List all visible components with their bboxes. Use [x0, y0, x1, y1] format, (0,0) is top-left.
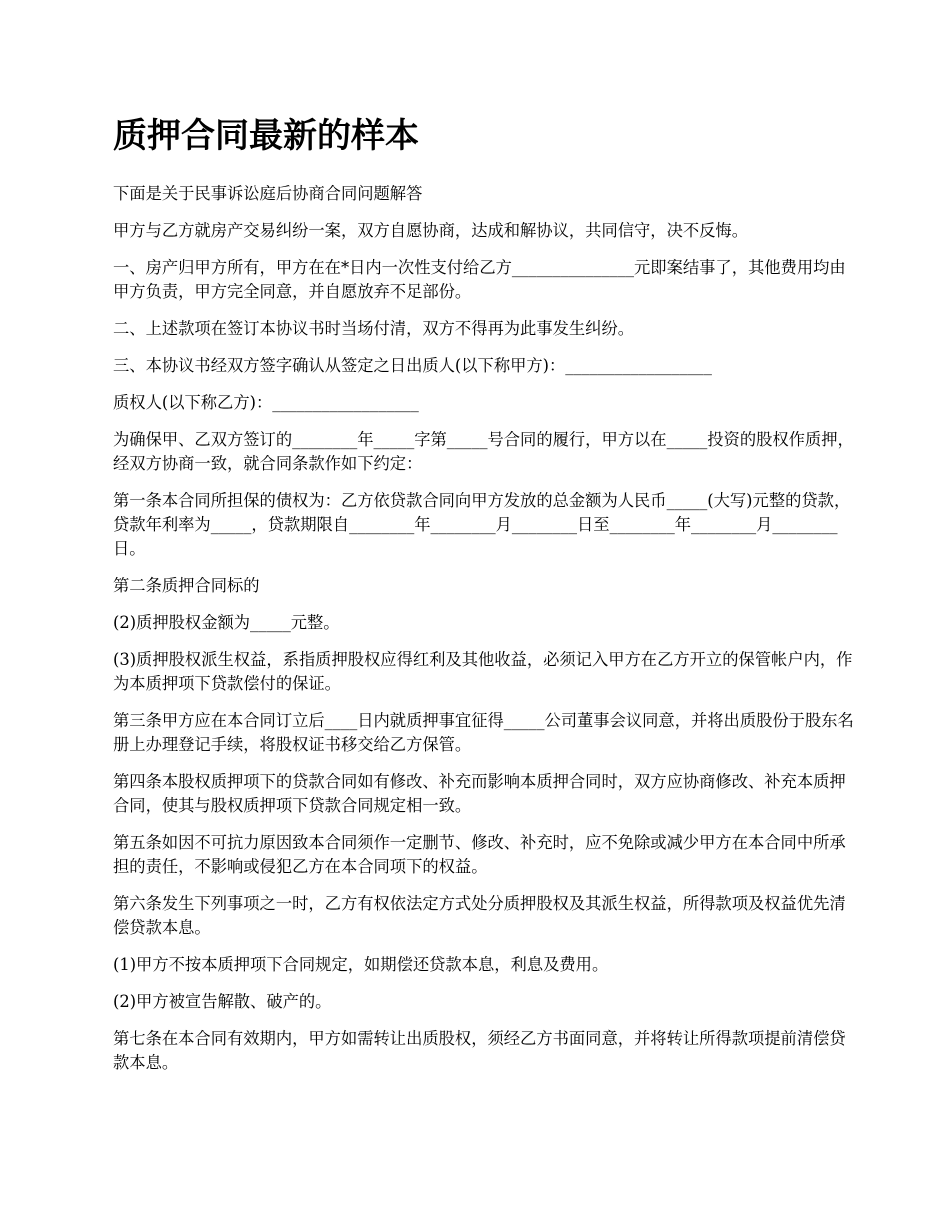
document-title: 质押合同最新的样本	[113, 116, 419, 156]
clause-three-pledgor: 三、本协议书经双方签字确认从签定之日出质人(以下称甲方)：__________________	[113, 356, 712, 375]
clause-two-payment: 二、上述款项在签订本协议书时当场付清，双方不得再为此事发生纠纷。	[113, 319, 635, 338]
article-three: 第三条甲方应在本合同订立后____日内就质押事宜征得_____公司董事会议同意，并将出质股份于股东名册上办理登记手续，将股权证书移交给乙方保管。	[113, 711, 854, 754]
article-six-item-2: (2)甲方被宣告解散、破产的。	[113, 992, 332, 1011]
contract-purpose: 为确保甲、乙双方签订的________年_____字第_____号合同的履行，甲方以在_____投资的股权作质押，经双方协商一致，就合同条款作如下约定：	[113, 430, 854, 473]
intro-paragraph: 下面是关于民事诉讼庭后协商合同问题解答	[113, 184, 423, 203]
article-seven: 第七条在本合同有效期内，甲方如需转让出质股权，须经乙方书面同意，并将转让所得款项提前清偿贷款本息。	[113, 1029, 846, 1072]
article-six: 第六条发生下列事项之一时，乙方有权依法定方式处分质押股权及其派生权益，所得款项及权益优先清偿贷款本息。	[113, 894, 846, 937]
article-six-item-1: (1)甲方不按本质押项下合同规定，如期偿还贷款本息，利息及费用。	[113, 955, 609, 974]
article-two-heading: 第二条质押合同标的	[113, 576, 260, 595]
pledgee-line: 质权人(以下称乙方)：__________________	[113, 393, 419, 412]
article-one: 第一条本合同所担保的债权为：乙方依贷款合同向甲方发放的总金额为人民币_____(大写)元整的贷款，贷款年利率为_____，贷款期限自________年________月________日至________年________月________日。	[113, 491, 851, 558]
article-five: 第五条如因不可抗力原因致本合同须作一定删节、修改、补充时，应不免除或减少甲方在本合同中所承担的责任，不影响或侵犯乙方在本合同项下的权益。	[113, 833, 846, 876]
document-page	[113, 112, 858, 1088]
article-two-item-2: (2)质押股权金额为_____元整。	[113, 613, 340, 632]
article-four: 第四条本股权质押项下的贷款合同如有修改、补充而影响本质押合同时，双方应协商修改、补充本质押合同，使其与股权质押项下贷款合同规定相一致。	[113, 772, 846, 815]
clause-one-property: 一、房产归甲方所有，甲方在在*日内一次性支付给乙方_______________元即案结事了，其他费用均由甲方负责，甲方完全同意，并自愿放弃不足部份。	[113, 258, 846, 301]
article-two-item-3: (3)质押股权派生权益，系指质押股权应得红利及其他收益，必须记入甲方在乙方开立的保管帐户内，作为本质押项下贷款偿付的保证。	[113, 650, 853, 693]
settlement-statement: 甲方与乙方就房产交易纠纷一案，双方自愿协商，达成和解协议，共同信守，决不反悔。	[113, 221, 748, 240]
